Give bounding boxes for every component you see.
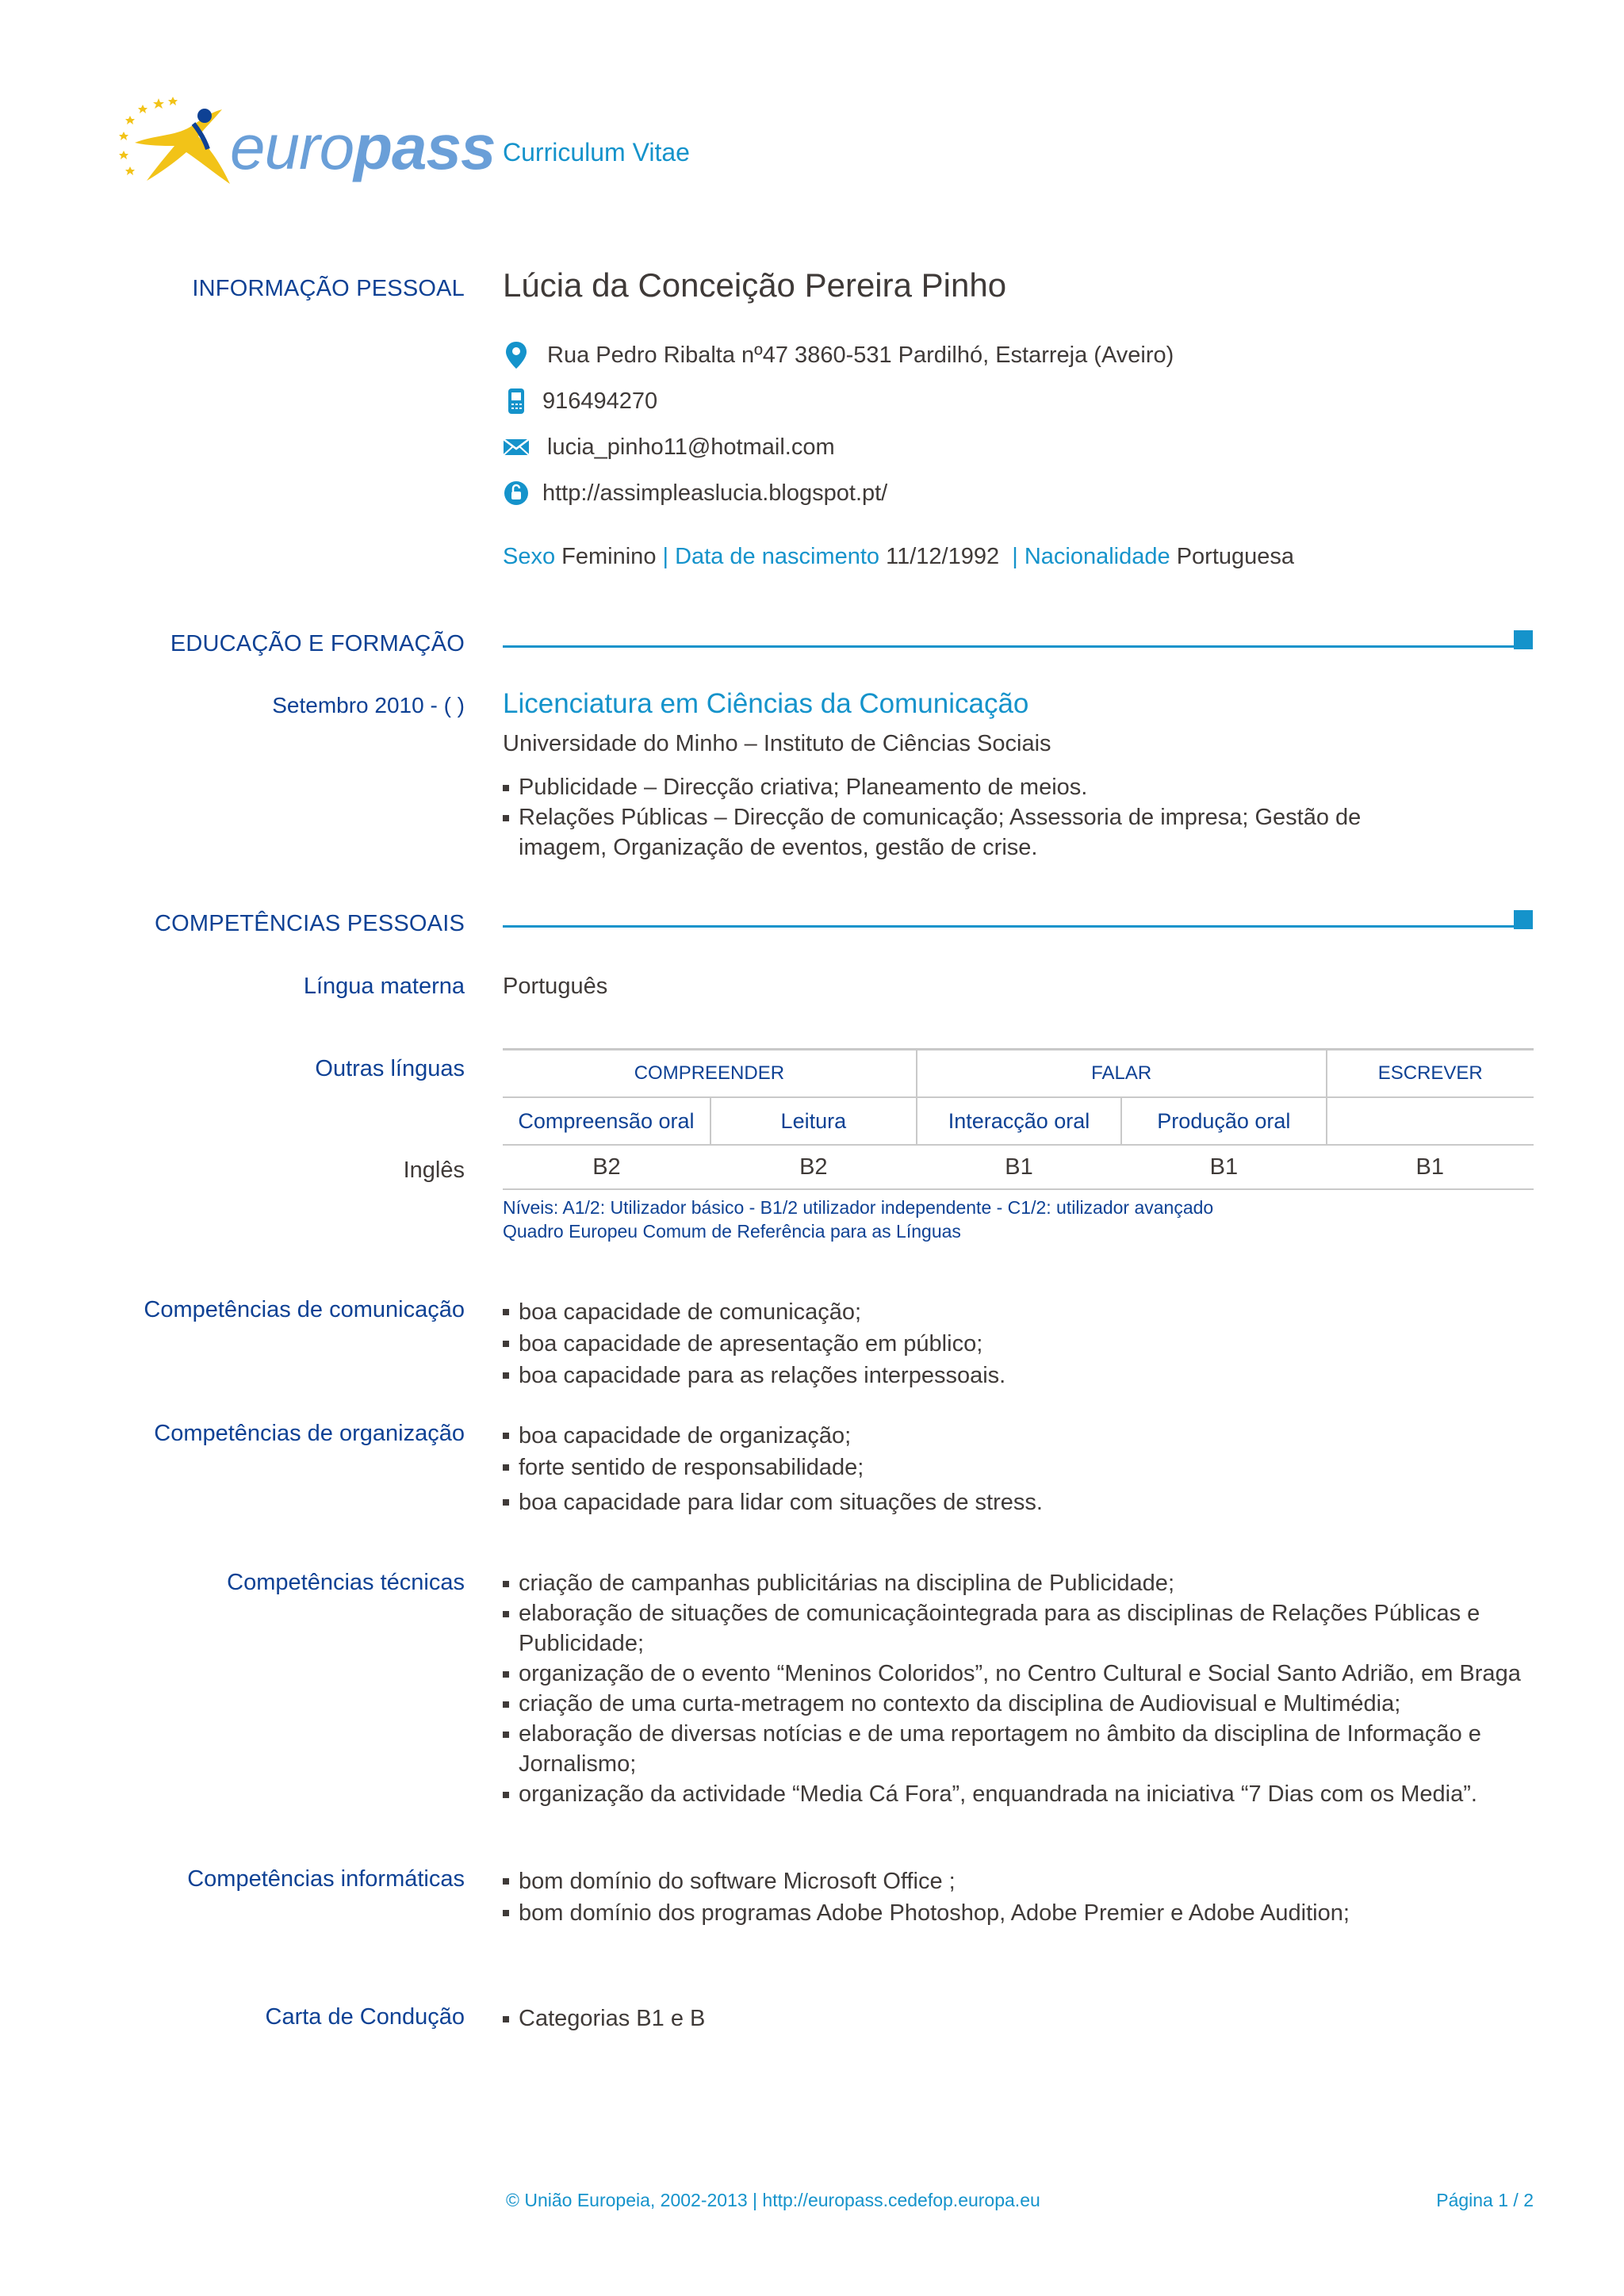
computer-skills-label: Competências informáticas bbox=[187, 1866, 465, 1892]
computer-skills-list bbox=[503, 1866, 1534, 1929]
level-writing: B1 bbox=[1327, 1145, 1534, 1189]
list-item: forte sentido de responsabilidade; bbox=[503, 1452, 1534, 1483]
list-item: organização de o evento “Meninos Coloridos”, no Centro Cultural e Social Santo Adrião, em Braga bbox=[503, 1659, 1526, 1689]
communication-skills-list bbox=[503, 1296, 1534, 1391]
table-subheader-write-empty bbox=[1327, 1097, 1534, 1145]
organisation-skills-list bbox=[503, 1420, 1534, 1518]
section-title-education: EDUCAÇÃO E FORMAÇÃO bbox=[170, 631, 465, 656]
list-item: boa capacidade de organização; bbox=[503, 1420, 1534, 1452]
footer-copyright[interactable]: © União Europeia, 2002-2013 | http://europass.cedefop.europa.eu bbox=[506, 2190, 1040, 2210]
education-institution: Universidade do Minho – Instituto de Ciências Sociais bbox=[503, 731, 1051, 756]
list-item: criação de campanhas publicitárias na disciplina de Publicidade; bbox=[503, 1568, 1526, 1598]
logo-text-euro: euro bbox=[230, 112, 354, 182]
technical-skills-list bbox=[503, 1568, 1526, 1809]
organisation-skills-label: Competências de organização bbox=[154, 1421, 465, 1446]
sex-label: Sexo bbox=[503, 544, 556, 569]
mobile-phone-icon bbox=[503, 388, 530, 415]
level-interaction: B1 bbox=[917, 1145, 1121, 1189]
level-production: B1 bbox=[1121, 1145, 1326, 1189]
list-item: Categorias B1 e B bbox=[503, 2003, 1534, 2034]
language-name: Inglês bbox=[403, 1158, 465, 1183]
driving-licence-label: Carta de Condução bbox=[265, 2004, 465, 2030]
table-header-understand: COMPREENDER bbox=[503, 1050, 917, 1098]
section-square-skills bbox=[1514, 910, 1533, 929]
level-listening: B2 bbox=[503, 1145, 710, 1189]
list-item: bom domínio do software Microsoft Office ; bbox=[503, 1866, 1534, 1897]
footer-page-number: Página 1 / 2 bbox=[1436, 2190, 1534, 2210]
list-item: organização da actividade “Media Cá Fora”, enquandrada na iniciativa “7 Dias com os Media”. bbox=[503, 1779, 1526, 1809]
language-levels-note: Níveis: A1/2: Utilizador básico - B1/2 utilizador independente - C1/2: utilizador avançado bbox=[503, 1197, 1214, 1218]
list-item: elaboração de diversas notícias e de uma reportagem no âmbito da disciplina de Informação e Jornalismo; bbox=[503, 1719, 1502, 1779]
list-item: boa capacidade para as relações interpessoais. bbox=[503, 1360, 1534, 1391]
website-row bbox=[503, 477, 887, 509]
language-skills-table bbox=[503, 1048, 1534, 1190]
location-pin-icon bbox=[503, 342, 530, 369]
list-item: elaboração de situações de comunicaçãointegrada para as disciplinas de Relações Públicas e Publicidade; bbox=[503, 1598, 1502, 1659]
envelope-icon bbox=[503, 434, 530, 461]
table-subheader-interaction: Interacção oral bbox=[917, 1097, 1121, 1145]
section-rule-skills bbox=[503, 925, 1514, 928]
website-value[interactable]: http://assimpleaslucia.blogspot.pt/ bbox=[542, 480, 888, 506]
logo-text-pass: pass bbox=[354, 112, 496, 182]
list-item: boa capacidade de apresentação em público; bbox=[503, 1328, 1534, 1360]
section-title-personal: INFORMAÇÃO PESSOAL bbox=[192, 276, 465, 301]
sex-value: Feminino bbox=[561, 544, 657, 569]
education-degree: Licenciatura em Ciências da Comunicação bbox=[503, 688, 1029, 719]
driving-licence-list bbox=[503, 2003, 1534, 2034]
europass-logo bbox=[111, 87, 496, 198]
list-item: boa capacidade de comunicação; bbox=[503, 1296, 1534, 1328]
birth-value: 11/12/1992 bbox=[886, 544, 1000, 569]
list-item: boa capacidade para lidar com situações de stress. bbox=[503, 1487, 1534, 1518]
website-globe-icon bbox=[503, 480, 530, 507]
address-value: Rua Pedro Ribalta nº47 3860-531 Pardilhó, Estarreja (Aveiro) bbox=[547, 342, 1174, 368]
table-header-write: ESCREVER bbox=[1327, 1050, 1534, 1098]
section-title-skills: COMPETÊNCIAS PESSOAIS bbox=[155, 911, 465, 936]
level-reading: B2 bbox=[710, 1145, 917, 1189]
nationality-label: | Nacionalidade bbox=[1012, 544, 1170, 569]
table-subheader-production: Produção oral bbox=[1121, 1097, 1326, 1145]
section-rule-education bbox=[503, 645, 1514, 648]
table-subheader-reading: Leitura bbox=[710, 1097, 917, 1145]
personal-details-line bbox=[503, 544, 1294, 570]
communication-skills-label: Competências de comunicação bbox=[144, 1297, 465, 1322]
list-item: Relações Públicas – Direcção de comunicação; Assessoria de impresa; Gestão de imagem, Organização de eventos, gestão de crise. bbox=[503, 802, 1454, 863]
technical-skills-label: Competências técnicas bbox=[227, 1570, 465, 1595]
language-framework-note: Quadro Europeu Comum de Referência para as Línguas bbox=[503, 1221, 961, 1242]
mother-tongue-label: Língua materna bbox=[303, 974, 465, 999]
phone-row bbox=[503, 385, 657, 417]
nationality-value: Portuguesa bbox=[1176, 544, 1295, 569]
other-languages-label: Outras línguas bbox=[315, 1056, 465, 1081]
birth-label: | Data de nascimento bbox=[662, 544, 880, 569]
europass-logo-figure-icon bbox=[111, 87, 246, 198]
mother-tongue-value: Português bbox=[503, 974, 608, 999]
list-item: Publicidade – Direcção criativa; Planeamento de meios. bbox=[503, 772, 1534, 802]
education-bullet-list bbox=[503, 772, 1534, 863]
document-title: Curriculum Vitae bbox=[503, 138, 690, 166]
phone-value[interactable]: 916494270 bbox=[542, 388, 658, 414]
full-name: Lúcia da Conceição Pereira Pinho bbox=[503, 266, 1007, 304]
email-row bbox=[503, 431, 835, 463]
education-date: Setembro 2010 - ( ) bbox=[272, 693, 465, 718]
table-subheader-listening: Compreensão oral bbox=[503, 1097, 710, 1145]
address-row bbox=[503, 339, 1174, 371]
list-item: criação de uma curta-metragem no contexto da disciplina de Audiovisual e Multimédia; bbox=[503, 1689, 1526, 1719]
email-value[interactable]: lucia_pinho11@hotmail.com bbox=[547, 434, 835, 460]
list-item: bom domínio dos programas Adobe Photoshop, Adobe Premier e Adobe Audition; bbox=[503, 1897, 1534, 1929]
table-header-speak: FALAR bbox=[917, 1050, 1327, 1098]
section-square-education bbox=[1514, 630, 1533, 649]
